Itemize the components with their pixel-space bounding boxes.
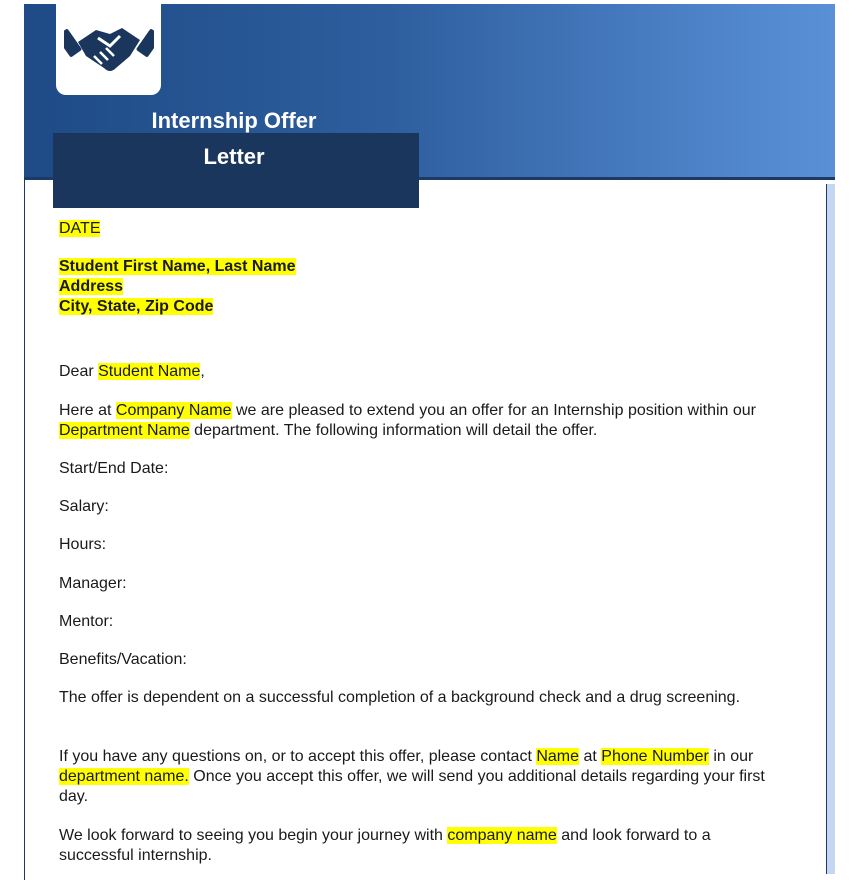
title-line-1: Internship Offer [151,108,317,133]
handshake-icon [64,16,154,82]
contact-name-placeholder: Name [536,748,580,765]
recipient-name: Student First Name, Last Name [59,258,296,275]
hours-field: Hours: [59,536,107,553]
phone-number-placeholder: Phone Number [601,748,709,765]
contact-paragraph: If you have any questions on, or to accept this offer, please contact Name at Phone Number in our department name. Once you accept this offer, we will send you additional details regarding your first day. [59,748,765,805]
recipient-address: Address [59,278,124,295]
intro-paragraph: Here at Company Name we are pleased to extend you an offer for an Internship position within our Department Name department. The following information will detail the offer. [59,402,757,439]
salary-field: Salary: [59,498,109,515]
student-name-placeholder: Student Name [98,363,201,380]
start-end-date-field: Start/End Date: [59,460,169,477]
mentor-field: Mentor: [59,613,114,630]
department-name-placeholder-2: department name. [59,768,189,785]
title-line-2: Letter [203,144,265,169]
greeting: Dear Student Name, [59,363,205,380]
logo-tile [56,4,161,95]
recipient-city-state-zip: City, State, Zip Code [59,298,214,315]
department-name-placeholder: Department Name [59,422,190,439]
company-name-placeholder: Company Name [115,402,232,419]
condition-paragraph: The offer is dependent on a successful completion of a background check and a drug screening. [59,689,741,706]
benefits-field: Benefits/Vacation: [59,651,187,668]
date-placeholder: DATE [59,220,101,237]
recipient-block [59,257,799,317]
company-name-placeholder-2: company name [447,827,557,844]
manager-field: Manager: [59,575,127,592]
closing-paragraph: We look forward to seeing you begin your journey with company name and look forward to a successful internship. [59,827,711,864]
page-edge [826,184,835,874]
date-line [59,219,799,239]
